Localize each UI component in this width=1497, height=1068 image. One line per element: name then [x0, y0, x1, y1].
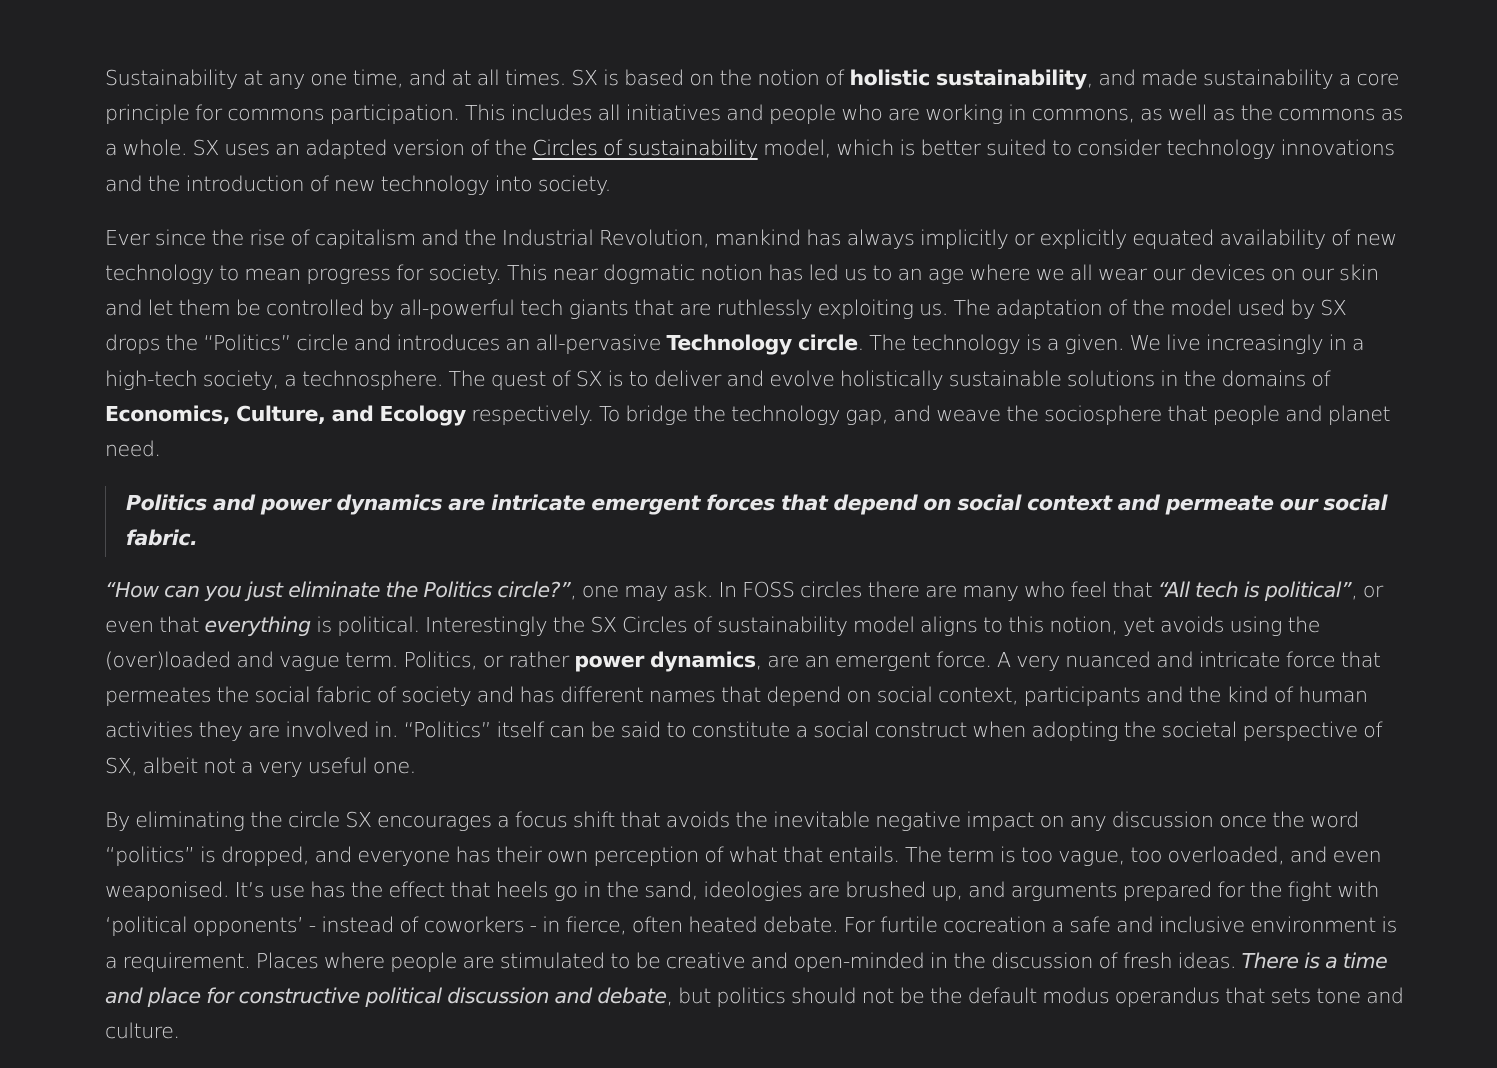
text-span: , are an emergent force. A very nuanced and intricate force that permeates the social fabric of society and has different names that depend on social context, participants and the kind of human activities they are involved in. “Politics” itself can be said to constitute a social construct when adopting the societal perspective of SX, albeit not a very useful one. — [105, 648, 1383, 778]
text-span: , one may ask. In FOSS circles there are many who feel that — [570, 577, 1158, 602]
text-span: is political. Interestingly the SX Circles of sustainability model aligns to this notion, yet avoids using the (over)loaded and vague term. Politics, or rather — [105, 612, 1320, 673]
text-span: Sustainability at any one time, and at all times. SX is based on the notion of — [105, 66, 850, 90]
paragraph-eliminating-circle — [105, 803, 1405, 1049]
italic-question: “How can you just eliminate the Politics circle?” — [105, 577, 571, 602]
italic-time-and-place: There is a time and place for constructive political discussion and debate — [105, 948, 1388, 1008]
text-span: . The technology is a given. We live increasingly in a high-tech society, a technosphere. The quest of SX is to deliver and evolve holistically sustainable solutions in the domains of — [105, 331, 1365, 391]
pull-quote-text: Politics and power dynamics are intricate emergent forces that depend on social context and permeate our social fabric. — [126, 491, 1388, 551]
text-span: Ever since the rise of capitalism and the Industrial Revolution, mankind has always implicitly or explicitly equated availability of new technology to mean progress for society. This near dogmatic notion has led us to an age where we all wear our devices on our skin and let them be controlled by all-powerful tech giants that are ruthlessly exploiting us. The adaptation of the model used by SX drops the “Politics” circle and introduces an all-pervasive — [105, 225, 1397, 356]
text-span: By eliminating the circle SX encourages a focus shift that avoids the inevitable negative impact on any discussion once the word “politics” is dropped, and everyone has their own perception of what that entails. The term is too vague, too overloaded, and even weaponised. It’s use has the effect that heels go in the sand, ideologies are brushed up, and arguments prepared for the fight with ‘political opponents’ - instead of coworkers - in fierce, often heated debate. For furtile cocreation a safe and inclusive environment is a requirement. Places where people are stimulated to be creative and open-minded in the discussion of fresh ideas. — [105, 807, 1397, 973]
text-span: , or even that — [105, 577, 1383, 637]
italic-everything: everything — [204, 612, 311, 637]
text-span: , and made sustainability a core principle for commons participation. This includes all initiatives and people who are working in commons, as well as the commons as a whole. SX uses an adapted version of the — [105, 66, 1404, 161]
text-span: model, which is better suited to consider technology innovations and the introduction of new technology into society. — [105, 136, 1395, 196]
pull-quote — [105, 486, 1405, 556]
article-content — [105, 61, 1405, 1068]
bold-holistic-sustainability: holistic sustainability — [849, 66, 1087, 90]
italic-all-tech-political: “All tech is political” — [1157, 577, 1352, 602]
text-span: respectively. To bridge the technology gap, and weave the sociosphere that people and planet need. — [105, 401, 1391, 462]
paragraph-holistic-sustainability — [105, 61, 1405, 202]
text-span: , but politics should not be the default modus operandus that sets tone and culture. — [105, 983, 1404, 1044]
bold-power-dynamics: power dynamics — [574, 648, 756, 673]
paragraph-technology-circle — [105, 221, 1405, 467]
circles-of-sustainability-link[interactable]: Circles of sustainability — [532, 136, 758, 161]
bold-economics-culture-ecology: Economics, Culture, and Ecology — [105, 401, 466, 426]
paragraph-politics-circle — [105, 573, 1405, 784]
bold-technology-circle: Technology circle — [666, 331, 858, 356]
